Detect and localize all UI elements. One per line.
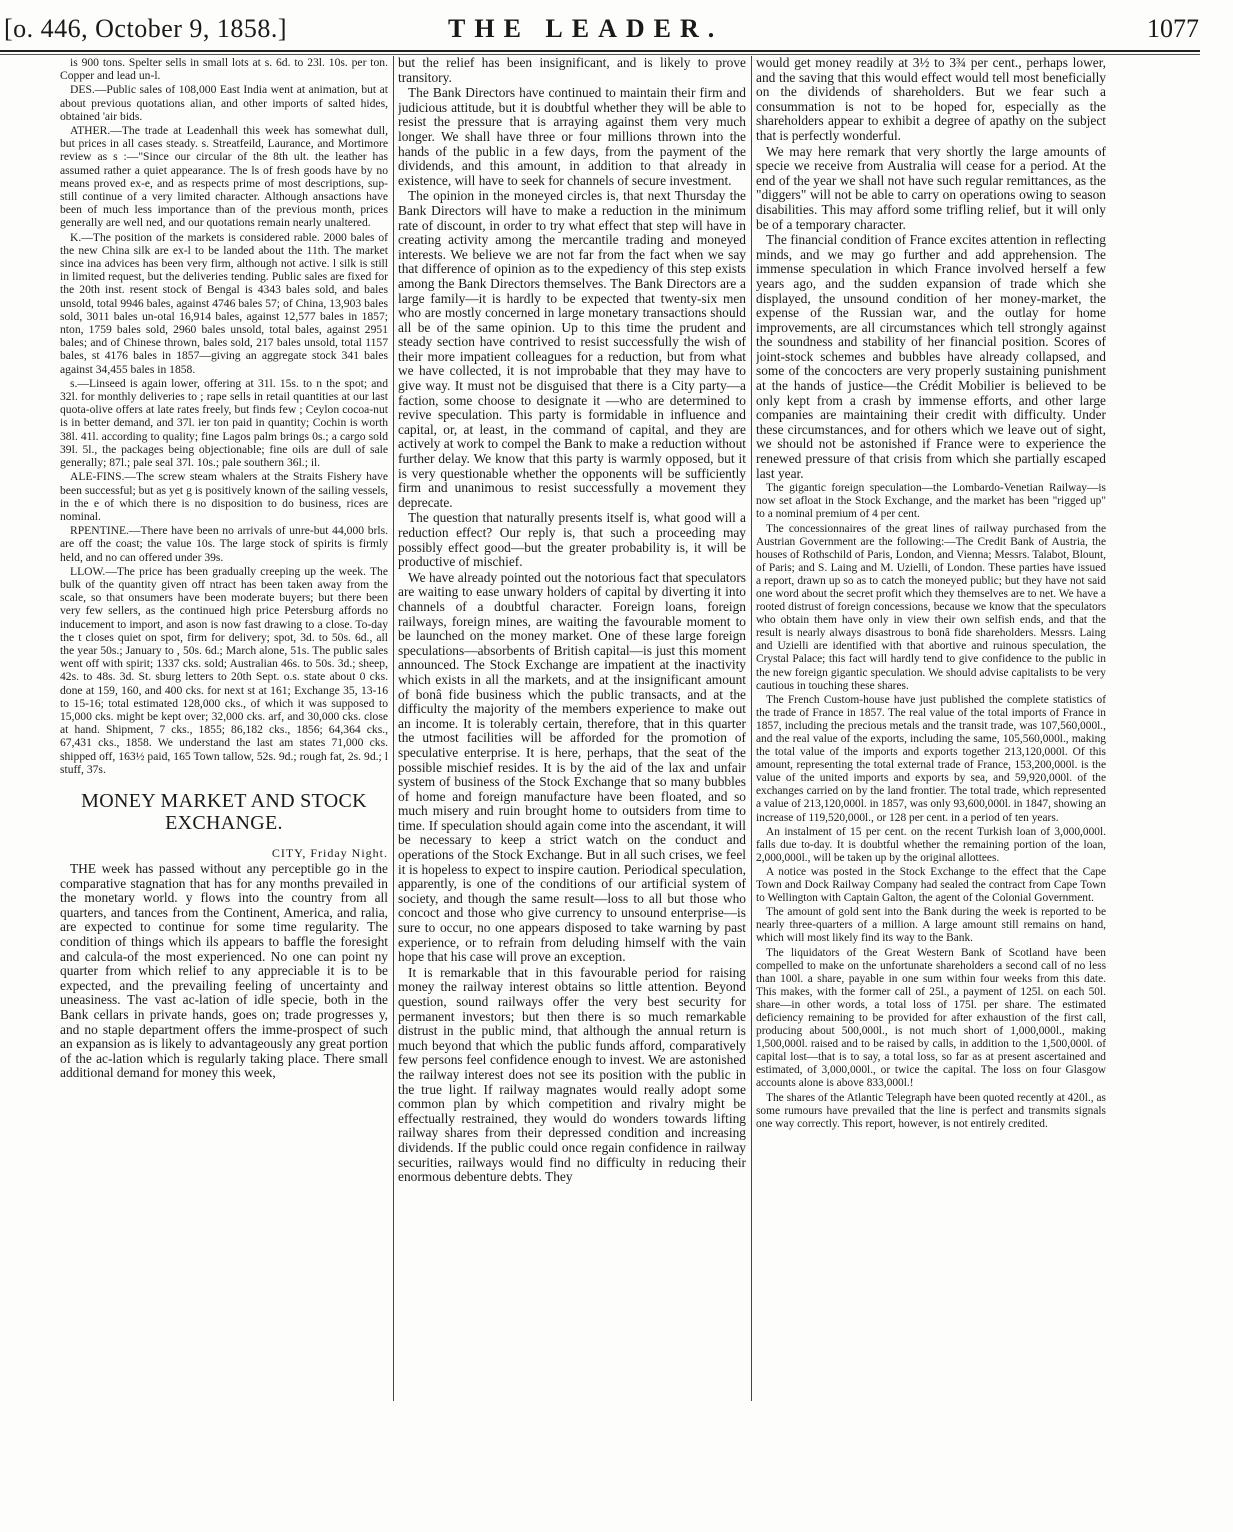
article-paragraph: The opinion in the moneyed circles is, that next Thursday the Bank Directors will have to make a reduction in the minimum rate of discount, in order to try what effect that step will have in creating activity among the mercantile trading and moneyed interests. We believe we are not far from the fact when we say that difference of opinion as to the expediency of this step exists among the Bank Directors themselves. The Bank Directors are a large family—it is hardly to be expected that twenty-six men who are mostly concerned in large monetary transactions should all be of the same opinion. Up to this time the prudent and steady section have contrived to resist successfully the wish of their more impatient colleagues for a reduction, but from what we have collected, it is not improbable that they may have to give way. It must not be disguised that there is a City party—a faction, some choose to designate it —who are determined to revive speculation. This party is formidable in influence and capital, or, at least, in the command of capital, and they are actively at work to compel the Bank to make a reduction without further delay. We know that this party is warmly opposed, but it is very questionable whether the opponents will be sufficiently firm and unanimous to resist successfully a movement they deprecate. [398,188,746,510]
article-paragraph: The financial condition of France excites attention in reflecting minds, and we may go further and add apprehension. The immense speculation in which France involved herself a few years ago, and the sudden expansion of trade which she displayed, the unsound condition of her money-market, the expense of the Russian war, and the outlay for home improvements, are all circumstances which tell strongly against the soundness and stability of her financial position. Scores of joint-stock schemes and bubbles have already collapsed, and some of the concocters are very properly sustaining punishment at the hands of justice—the Crédit Mobilier is believed to be only kept from a crash by immense efforts, and other large companies are maintaining their credit with difficulty. Under these circumstances, and for others which we leave out of sight, we should not be astonished if France were to experience the renewed pressure of that crisis from which she partially escaped last year. [756,232,1106,481]
news-item-paragraph: The amount of gold sent into the Bank during the week is reported to be nearly three-quarters of a million. A large amount still remains on hand, which will most likely find its way to the Bank. [756,906,1106,945]
column-divider-1 [393,56,394,1401]
news-item-paragraph: An instalment of 15 per cent. on the recent Turkish loan of 3,000,000l. falls due to-day. It is doubtful whether the remaining portion of the loan, 2,000,000l., will be taken up by the original allottees. [756,825,1106,864]
article-paragraph: would get money readily at 3½ to 3¾ per cent., perhaps lower, and the saving that this would effect would tell most beneficially on the dividends of shareholders. But we fear such a consummation is not to be hoped for, especially as the shareholders appear to exhibit a degree of apathy on the subject that is perfectly wonderful. [756,56,1106,143]
article-paragraph: We have already pointed out the notorious fact that speculators are waiting to ease unwary holders of capital by diverting it into channels of a doubtful character. Foreign loans, foreign railways, foreign mines, are waiting the favourable moment to be launched on the money market. One of these large foreign speculations—absorbents of British capital—is just this moment announced. The Stock Exchange are impatient at the inactivity which exists in all the markets, and at the insignificant amount of bonâ fide business which the public transacts, and at the difficulty the majority of the members experience to make out an income. It is tolerably certain, therefore, that in this quarter the utmost facilities will be afforded for the promotion of speculative enterprise. It is here, perhaps, that the seat of the possible mischief resides. It is by the aid of the lax and unfair system of business of the Stock Exchange that so many bubbles of home and foreign manufacture have been floated, and so much misery and ruin brought home to outsiders from time to time. If speculation should again come into the ascendant, it will be necessary to keep a strict watch on the conduct and operations of the Stock Exchange. But in all such crises, we feel it is hopeless to expect to inspire caution. Periodical speculation, apparently, is one of the conditions of our artificial system of society, and though the same result—loss to all but those who concoct and those who give currency to unsound enterprise—is sure to occur, no one appears disposed to take warning by past experience, or to refrain from deluding himself with the vain hope that his case will prove an exception. [398,569,746,965]
market-report-paragraph: s.—Linseed is again lower, offering at 31l. 15s. to n the spot; and 32l. for monthly deliveries to ; rape sells in retail quantities at our last quota-olive offers at late rates freely, but finds few ; Ceylon cocoa-nut is in better demand, and 37l. ier ton paid in quantity; Cochin is worth 38l. 41l. according to quality; fine Lagos palm brings 0s.; a cargo sold 39l. 5l., the packages being objectionable; fine oils are dull of sale generally; 87l.; pale seal 37l. 10s.; pale southern 36l.; il. [60,376,388,470]
article-paragraph: The Bank Directors have continued to maintain their firm and judicious attitude, but it is doubtful whether they will be able to resist the pressure that is arraying against them very much longer. We shall have three or four millions thrown into the hands of the public in a few days, from the payment of the dividends, and this amount, in addition to that already in existence, will have to seek for channels of secure investment. [398,85,746,188]
issue-date: [o. 446, October 9, 1858.] [4,14,288,43]
news-item-paragraph: The shares of the Atlantic Telegraph have been quoted recently at 420l., as some rumours have prevailed that the line is perfect and transmits signals one way correctly. This report, however, is not entirely credited. [756,1091,1106,1130]
article-paragraph: but the relief has been insignificant, and is likely to prove transitory. [398,56,746,85]
news-item-paragraph: The concessionnaires of the great lines of railway purchased from the Austrian Government are the following:—The Credit Bank of Austria, the houses of Rothschild of Paris, London, and Vienna; Messrs. Talabot, Blount, of Paris; and S. Laing and M. Uzielli, of London. These parties have issued a report, drawn up so as to catch the moneyed public; but they have not said one word about the secret profit which they themselves are to net. We have a rooted distrust of foreign concessions, because we know that the speculators who obtain them have only in view their own selfish ends, and that the result is nearly always disastrous to bonâ fide shareholders. Messrs. Laing and Uzielli are identified with that abortive and ruinous speculation, the Crystal Palace; this fact will hardly tend to give confidence to the public in the new foreign gigantic speculation. We should advise capitalists to be very cautious in touching these shares. [756,522,1106,692]
market-report-paragraph: RPENTINE.—There have been no arrivals of unre-but 44,000 brls. are off the coast; the value 10s. The large stock of spirits is firmly held, and no can offered under 39s. [60,524,388,564]
header-rule-thin [0,54,1200,55]
dateline: CITY, Friday Night. [271,845,388,860]
market-report-paragraph: ALE-FINS.—The screw steam whalers at the Straits Fishery have been successful; but as yet g is positively known of the sailing vessels, in the e of which there is no disposition to do business, rices are nominal. [60,470,388,523]
page-header [0,12,1233,46]
market-report-paragraph: DES.—Public sales of 108,000 East India went at animation, but at about previous quotations alian, and other imports of salted hides, obtained 'air bids. [60,83,388,123]
article-paragraph: THE week has passed without any perceptible go in the comparative stagnation that has for any months prevailed in the monetary world. y flows into the country from all quarters, and tances from the Continent, America, and ralia, are expected to continue for some time regularity. The condition of things which ils appears to baffle the foresight and calcula-of the most experienced. No one can point ny quarter from which relief to any appreciable it is to be expected, and the prevailing feeling of uncertainty and uneasiness. The vast ac-lation of idle specie, both in the Bank cellars in private hands, goes on; trade progresses y, and no staple department offers the imme-prospect of such an expansion as is likely to advantageously any great portion of the ac-lation which is regularly taking place. There small additional demand for money this week, [60,860,388,1081]
header-rule [0,50,1200,52]
market-report-paragraph: ATHER.—The trade at Leadenhall this week has somewhat dull, but prices in all cases steady. s. Streatfeild, Laurance, and Mortimore review as s :—"Since our circular of the 8th ult. the leather has assumed rather a quiet appearance. The ls of fresh goods have by no means proved ex-e, and as respects prime of most descriptions, sup-still continue of a very limited character. Although ansactions have been of much less importance than of the previous month, prices generally are well ned, and our quotations remain nearly unaltered. [60,124,388,230]
market-report-paragraph: is 900 tons. Spelter sells in small lots at s. 6d. to 23l. 10s. per ton. Copper and lead un-l. [60,56,388,83]
news-item-paragraph: The liquidators of the Great Western Bank of Scotland have been compelled to make on the unfortunate shareholders a second call of no less than 100l. a share, payable in one sum within four weeks from this date. This makes, with the former call of 25l., a payment of 125l. on each 50l. share—in other words, a total loss of 175l. per share. The estimated deficiency remaining to be provided for after exhaustion of the first call, producing about 500,000l., is not much short of 1,000,000l., making 1,500,000l. raised and to be raised by calls, in addition to the 1,500,000l. of capital lost—that is to say, a total loss, so far as at present ascertained and estimated, of 3,000,000l., or twice the capital. The loss on four Glasgow accounts alone is above 833,000l.! [756,946,1106,1090]
market-report-paragraph: K.—The position of the markets is considered rable. 2000 bales of the new China silk are ex-l to be landed about the 11th. The market since ina advices has been very firm, although not active. l silk is still in limited request, but the deliveries tending. Public sales are fixed for the 20th inst. resent stock of Bengal is 4343 bales sold, and bales unsold, total 9946 bales, against 4746 bales 57; of China, 13,903 bales sold, 3011 bales un-otal 16,914 bales, against 12,577 bales in 1857; nton, 1759 bales sold, 2960 bales unsold, total bales, against 2951 bales; and of Chinese thrown, bales sold, 217 bales unsold, total 1157 bales, st 4176 bales in 1857—giving an aggregate stock 341 bales against 34,455 bales in 1858. [60,230,388,376]
masthead-title: THE LEADER. [448,14,724,43]
section-heading: MONEY MARKET AND STOCK EXCHANGE. [81,789,367,834]
article-paragraph: We may here remark that very shortly the large amounts of specie we receive from Australia will cease for a period. At the end of the year we shall not have such regular remittances, as the "diggers" will not be able to carry on operations owing to season disabilities. This may afford some trifling relief, but it will only be of a temporary character. [756,143,1106,232]
column-divider-2 [751,56,752,1401]
news-item-paragraph: A notice was posted in the Stock Exchange to the effect that the Cape Town and Dock Railway Company had sealed the contract from Cape Town to Wellington with Captain Galton, the agent of the Colonial Government. [756,865,1106,905]
news-item-paragraph: The French Custom-house have just published the complete statistics of the trade of France in 1857. The real value of the total imports of France in 1857, including the precious metals and the transit trade, was 107,560,000l., and the real value of the exports, including the same, 105,560,000l., making the total value of the imports and exports together 213,120,000l. Of this amount, representing the total external trade of France, 153,200,000l. is the value of the united imports and exports by sea, and 59,920,000l. of the exchanges carried on by the land frontier. The total trade, which represented a value of 213,120,000l. in 1857, was only 93,600,000l. in 1847, showing an increase of 119,520,000l., or 128 per cent. in a period of ten years. [756,693,1106,824]
article-paragraph: It is remarkable that in this favourable period for raising money the railway interest obtains so little attention. Beyond question, sound railways offer the very best security for permanent investors; but then there is so much remarkable distrust in the public mind, that although the annual return is much beyond that which the public funds afford, comparatively few persons feel confidence enough to invest. We are astonished the railway interest does not see its position with the public in the true light. If railway magnates would really adopt some common plan by which competition and rivalry might be effectually restrained, they would do wonders towards lifting railway shares from their depressed condition and increasing dividends. If the public could once regain confidence in railway securities, railways would find no difficulty in reducing their enormous debenture debts. They [398,964,746,1185]
article-paragraph: The question that naturally presents itself is, what good will a reduction effect? Our reply is, that such a proceeding may possibly effect good—but the greater probability is, it will be productive of mischief. [398,510,746,570]
market-report-paragraph: LLOW.—The price has been gradually creeping up the week. The bulk of the quantity given off ntract has been taken away from the scale, so that onsumers have been moderate buyers; but there been very few sellers, as the continued high price Petersburg affords no inducement to import, and ason is now fast drawing to a close. To-day the t closes quiet on spot, firm for delivery; spot, 3d. to 50s. 6d., all the year 50s.; January to , 50s. 6d.; March alone, 51s. The public sales went off with spirit; 1337 cks. sold; Australian 46s. to 50s. 3d.; sheep, 42s. to 48s. 3d. St. sburg letters to 20th Sept. o.s. state about 0 cks. done at 159, 160, and 400 cks. for next st at 161; Exchange 35, 13-16 to 15-16; total estimated 128,000 cks., of which it was supposed to 15,000 cks. might be kept over; 32,000 cks. arf, and 30,000 cks. close at hand. Shipment, 7 cks., 1855; 86,182 cks., 1856; 64,364 cks., 67,431 cks., 1858. We understand the last am states 71,000 cks. shipped off, 163½ paid, 165 Town tallow, 52s. 9d.; rough fat, 2s. 9d.; l stuff, 37s. [60,564,388,776]
column-3 [756,56,1106,1416]
column-1 [60,56,388,1396]
column-2 [398,56,746,1406]
news-item-paragraph: The gigantic foreign speculation—the Lombardo-Venetian Railway—is now set afloat in the Stock Exchange, and the market has been "rigged up" to a nominal premium of 4 per cent. [756,482,1106,521]
page-number: 1077 [1147,14,1199,43]
